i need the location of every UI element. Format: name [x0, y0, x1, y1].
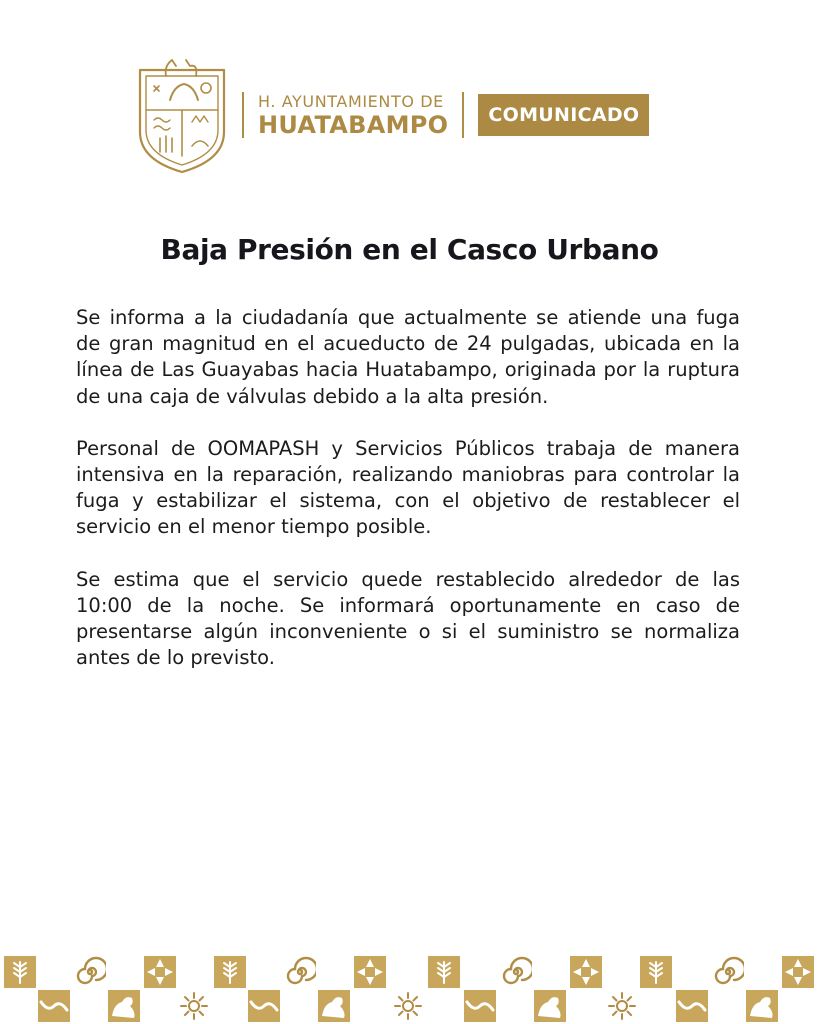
wheat-icon — [214, 956, 246, 988]
page-title: Baja Presión en el Casco Urbano — [160, 233, 659, 266]
cross-icon — [144, 956, 176, 988]
paragraph-3: Se estima que el servicio quede restablecido alrededor de las 10:00 de la noche. Se informará oportunamente en caso de presentarse algún inconveniente o si el suministro se normaliza antes de lo previsto. — [76, 567, 740, 670]
paragraph-2: Personal de OOMAPASH y Servicios Públicos trabaja de manera intensiva en la reparación, realizando maniobras para controlar la fuga y estabilizar el sistema, con el objetivo de restablecer el servicio en el menor tiempo posible. — [76, 436, 740, 539]
bird-icon — [108, 990, 140, 1022]
cross-icon — [782, 956, 814, 988]
bird-icon — [318, 990, 350, 1022]
wheat-icon — [640, 956, 672, 988]
divider — [462, 92, 464, 138]
municipal-seal-icon — [136, 56, 228, 174]
wave-icon — [248, 990, 280, 1022]
header — [136, 55, 649, 175]
cross-icon — [570, 956, 602, 988]
divider — [242, 92, 244, 138]
sun-icon — [395, 993, 421, 1019]
bird-icon — [534, 990, 566, 1022]
organization-name — [258, 92, 448, 138]
wheat-icon — [4, 956, 36, 988]
wave-icon — [464, 990, 496, 1022]
spiral-icon — [288, 958, 317, 983]
spiral-icon — [78, 958, 107, 983]
wave-icon — [38, 990, 70, 1022]
footer-pattern — [0, 950, 819, 1024]
spiral-icon — [504, 958, 533, 983]
cross-icon — [354, 956, 386, 988]
wheat-icon — [428, 956, 460, 988]
paragraph-1: Se informa a la ciudadanía que actualmente se atiende una fuga de gran magnitud en el acueducto de 24 pulgadas, ubicada en la línea de Las Guayabas hacia Huatabampo, originada por la ruptura de una caja de válvulas debido a la alta presión. — [76, 306, 740, 408]
spiral-icon — [716, 958, 745, 983]
sun-icon — [609, 993, 635, 1019]
sun-icon — [181, 993, 207, 1019]
org-line1: H. AYUNTAMIENTO DE — [258, 92, 444, 111]
wave-icon — [676, 990, 708, 1022]
announcement-body — [76, 305, 740, 697]
bird-icon — [746, 990, 778, 1022]
comunicado-badge: COMUNICADO — [478, 94, 649, 136]
org-line2: HUATABAMPO — [258, 111, 449, 139]
